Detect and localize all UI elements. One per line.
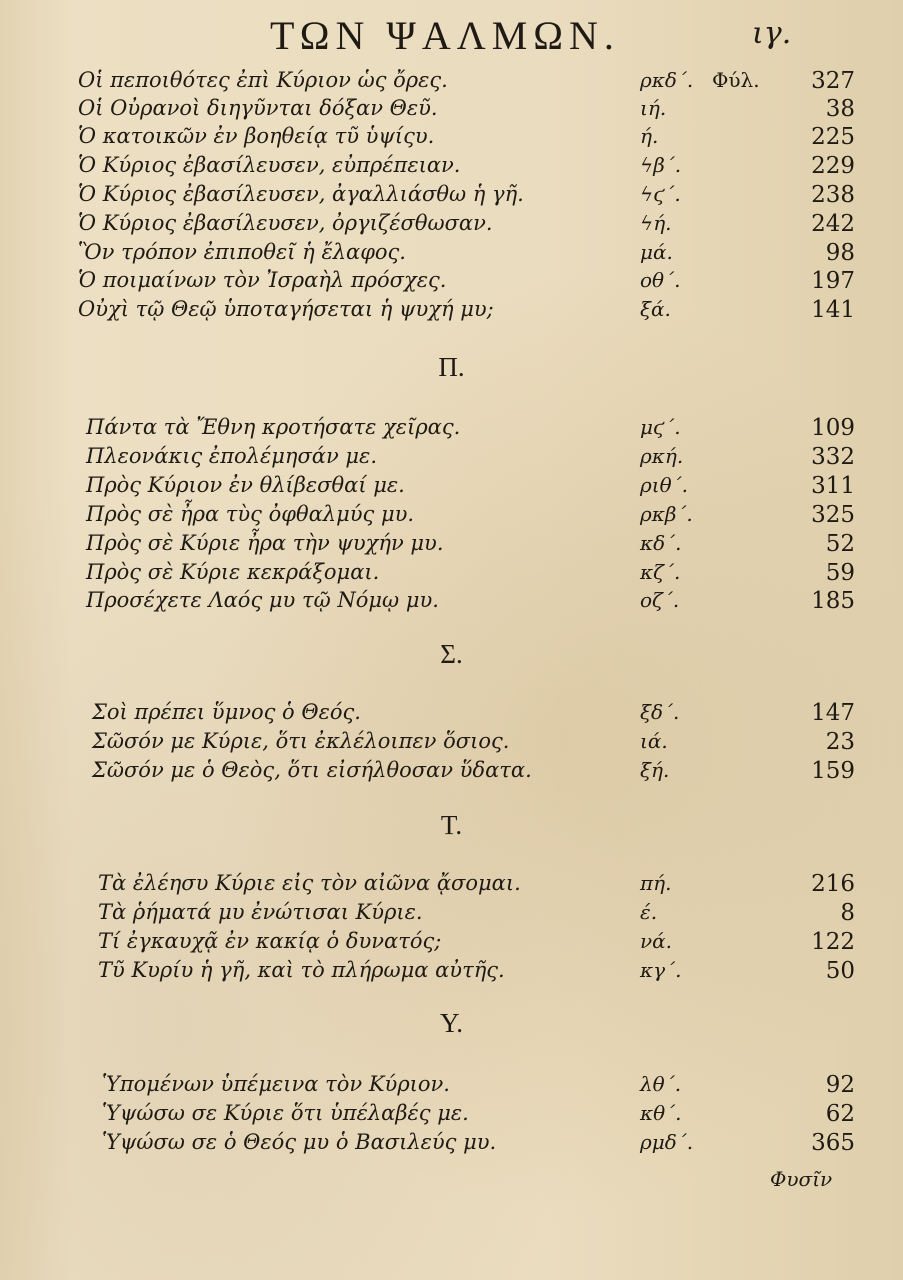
index-entry	[0, 415, 903, 445]
index-entry	[0, 153, 903, 183]
index-entry	[0, 871, 903, 901]
entry-incipit: Ὁ ποιμαίνων τὸν Ἰσραὴλ πρόσχες.	[78, 268, 447, 292]
entry-incipit: Σοὶ πρέπει ὕμνος ὁ Θεός.	[92, 700, 361, 724]
index-entry	[0, 700, 903, 730]
index-entry	[0, 268, 903, 298]
index-entry	[0, 297, 903, 327]
index-entry	[0, 588, 903, 618]
entry-incipit: Πλεονάκις ἐπολέμησάν με.	[86, 444, 377, 468]
folio-number: 311	[811, 473, 855, 499]
entry-incipit: Ὁ Κύριος ἐβασίλευσεν, εὐπρέπειαν.	[78, 153, 461, 177]
folio-number: 332	[811, 444, 855, 470]
entry-incipit: Τί ἐγκαυχᾷ ἐν κακίᾳ ὁ δυνατός;	[98, 929, 442, 953]
folio-number: 159	[811, 758, 855, 784]
folio-number: 185	[811, 588, 855, 614]
entry-incipit: Προσέχετε Λαός μυ τῷ Νόμῳ μυ.	[86, 588, 439, 612]
running-header	[0, 10, 903, 60]
index-entry	[0, 729, 903, 759]
entry-incipit: Τὰ ἐλέησυ Κύριε εἰς τὸν αἰῶνα ᾄσομαι.	[98, 871, 521, 895]
header-title: ΤΩΝ ΨΑΛΜΩΝ.	[270, 13, 620, 58]
section-heading-upsilon: Υ.	[440, 1008, 463, 1038]
psalm-number: ιά.	[640, 729, 668, 753]
psalm-number: ριθ΄.	[640, 473, 688, 497]
index-entry	[0, 211, 903, 241]
entry-incipit: Ὑψώσω σε ὁ Θεός μυ ὁ Βασιλεύς μυ.	[102, 1130, 497, 1154]
folio-number: 225	[811, 124, 855, 150]
folio-number: 38	[825, 96, 855, 122]
psalm-number: ξδ΄.	[640, 700, 680, 724]
catchword: Φυσῖν	[770, 1167, 833, 1191]
folio-number: 50	[825, 958, 855, 984]
folio-number: 365	[811, 1130, 855, 1156]
index-entry	[0, 929, 903, 959]
folio-number: 229	[811, 153, 855, 179]
entry-incipit: Τῦ Κυρίυ ἡ γῆ, καὶ τὸ πλήρωμα αὐτῆς.	[98, 958, 505, 982]
folio-number: 59	[825, 560, 855, 586]
entry-incipit: Πρὸς σὲ Κύριε ἦρα τὴν ψυχήν μυ.	[86, 531, 444, 555]
psalm-number: ϟϛ΄.	[640, 182, 681, 206]
folio-number: 147	[811, 700, 855, 726]
psalm-number: οζ΄.	[640, 588, 680, 612]
entry-incipit: Οἱ πεποιθότες ἐπὶ Κύριον ὡς ὄρες.	[78, 68, 448, 92]
entry-incipit: Ὁ Κύριος ἐβασίλευσεν, ὀργιζέσθωσαν.	[78, 211, 493, 235]
index-entry	[0, 958, 903, 988]
index-entry	[0, 1130, 903, 1160]
psalm-number: κζ΄.	[640, 560, 681, 584]
index-entry	[0, 531, 903, 561]
folio-label: Φύλ.	[712, 68, 760, 92]
entry-incipit: Πρὸς Κύριον ἐν θλίβεσθαί με.	[86, 473, 405, 497]
psalm-number: ιή.	[640, 96, 667, 120]
entry-incipit: Πάντα τὰ Ἔθνη κροτήσατε χεῖρας.	[86, 415, 461, 439]
psalm-number: μά.	[640, 240, 673, 264]
psalm-number: ρκή.	[640, 444, 684, 468]
psalm-number: ρκδ΄.	[640, 68, 694, 92]
entry-incipit: Σῶσόν με Κύριε, ὅτι ἐκλέλοιπεν ὅσιος.	[92, 729, 510, 753]
section-heading-pi: Π.	[438, 352, 465, 382]
folio-number: 242	[811, 211, 855, 237]
page-number: ιγ.	[752, 16, 792, 51]
index-entry	[0, 1101, 903, 1131]
psalm-number: λθ΄.	[640, 1072, 682, 1096]
entry-incipit: Οὐχὶ τῷ Θεῷ ὑποταγήσεται ἡ ψυχή μυ;	[78, 297, 494, 321]
psalm-number: ρκβ΄.	[640, 502, 693, 526]
section-heading-tau: Τ.	[440, 810, 463, 840]
index-entry	[0, 444, 903, 474]
psalm-number: ϟή.	[640, 211, 672, 235]
psalm-number: πή.	[640, 871, 672, 895]
psalm-number: κγ΄.	[640, 958, 682, 982]
folio-number: 325	[811, 502, 855, 528]
psalm-number: έ.	[640, 900, 658, 924]
entry-incipit: Ὑψώσω σε Κύριε ὅτι ὑπέλαβές με.	[102, 1101, 469, 1125]
folio-number: 122	[811, 929, 855, 955]
index-entry	[0, 560, 903, 590]
psalm-number: ή.	[640, 124, 659, 148]
entry-incipit: Πρὸς σὲ Κύριε κεκράξομαι.	[86, 560, 380, 584]
index-entry	[0, 96, 903, 126]
psalm-number: ξή.	[640, 758, 670, 782]
folio-number: 197	[811, 268, 855, 294]
psalm-number: κδ΄.	[640, 531, 682, 555]
index-entry	[0, 68, 903, 98]
psalm-number: ϟβ΄.	[640, 153, 682, 177]
folio-number: 92	[825, 1072, 855, 1098]
folio-number: 98	[825, 240, 855, 266]
entry-incipit: Σῶσόν με ὁ Θεὸς, ὅτι εἰσήλθοσαν ὕδατα.	[92, 758, 532, 782]
entry-incipit: Ὑπομένων ὑπέμεινα τὸν Κύριον.	[102, 1072, 450, 1096]
index-entry	[0, 502, 903, 532]
psalm-number: κθ΄.	[640, 1101, 682, 1125]
folio-number: 238	[811, 182, 855, 208]
entry-incipit: Ὁ κατοικῶν ἐν βοηθείᾳ τῦ ὑψίςυ.	[78, 124, 435, 148]
entry-incipit: Ὁ Κύριος ἐβασίλευσεν, ἀγαλλιάσθω ἡ γῆ.	[78, 182, 524, 206]
psalm-number: νά.	[640, 929, 673, 953]
folio-number: 216	[811, 871, 855, 897]
entry-incipit: Οἱ Οὐρανοὶ διηγῦνται δόξαν Θεῦ.	[78, 96, 438, 120]
folio-number: 52	[825, 531, 855, 557]
psalm-number: ρμδ΄.	[640, 1130, 694, 1154]
folio-number: 327	[811, 68, 855, 94]
index-entry	[0, 182, 903, 212]
folio-number: 141	[811, 297, 855, 323]
entry-incipit: Ὃν τρόπον ἐπιποθεῖ ἡ ἔλαφος.	[78, 240, 406, 264]
index-entry	[0, 1072, 903, 1102]
psalm-number: οθ΄.	[640, 268, 681, 292]
folio-number: 109	[811, 415, 855, 441]
index-entry	[0, 900, 903, 930]
index-entry	[0, 124, 903, 154]
folio-number: 62	[825, 1101, 855, 1127]
folio-number: 8	[840, 900, 855, 926]
index-entry	[0, 758, 903, 788]
index-entry	[0, 240, 903, 270]
folio-number: 23	[825, 729, 855, 755]
psalm-number: ξά.	[640, 297, 671, 321]
psalm-number: μϛ΄.	[640, 415, 681, 439]
entry-incipit: Πρὸς σὲ ἦρα τὺς ὀφθαλμύς μυ.	[86, 502, 415, 526]
index-entry	[0, 473, 903, 503]
entry-incipit: Τὰ ῥήματά μυ ἐνώτισαι Κύριε.	[98, 900, 423, 924]
section-heading-sigma: Σ.	[440, 639, 463, 669]
